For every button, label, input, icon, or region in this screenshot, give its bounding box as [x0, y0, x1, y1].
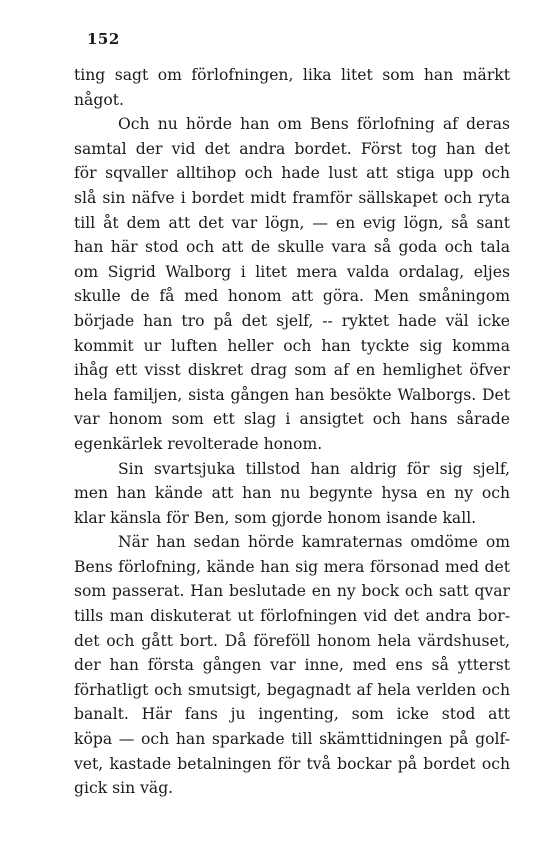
text-line: slå sin näfve i bordet midt framför sällskapet och ryta [74, 188, 510, 207]
text-line: förhatligt och smutsigt, begagnadt af hela verlden och [74, 680, 510, 699]
text-line: var honom som ett slag i ansigtet och hans sårade [74, 410, 510, 429]
text-line: ting sagt om förlofningen, lika litet som han märkt [74, 66, 510, 84]
text-line: det och gått bort. Då föreföll honom hela värdshuset, [74, 631, 510, 650]
text-line: När han sedan hörde kamraternas omdöme om [118, 533, 510, 552]
text-line: Bens förlofning, kände han sig mera försonad med det [74, 557, 510, 576]
text-line: gick sin väg. [74, 779, 174, 798]
text-line: der han första gången var inne, med ens så ytterst [74, 656, 510, 675]
text-line: samtal der vid det andra bordet. Först tog han det [74, 139, 510, 158]
text-line: började han tro på det sjelf, -- ryktet hade väl icke [74, 311, 510, 330]
text-line: Sin svartsjuka tillstod han aldrig för sig sjelf, [118, 459, 510, 478]
text-line: egenkärlek revolterade honom. [74, 434, 323, 453]
text-line: Och nu hörde han om Bens förlofning af deras [118, 115, 510, 134]
text-line: ihåg ett visst diskret drag som af en hemlighet öfver [74, 361, 510, 380]
text-line: men han kände att han nu begynte hysa en ny och [74, 484, 510, 503]
text-line: om Sigrid Walborg i litet mera valda ordalag, eljes [74, 262, 510, 281]
text-line: banalt. Här fans ju ingenting, som icke stod att [74, 705, 510, 724]
text-line: han här stod och att de skulle vara så goda och tala [74, 238, 510, 257]
text-line: som passerat. Han beslutade en ny bock och satt qvar [74, 582, 510, 601]
text-line: vet, kastade betalningen för två bockar på bordet och [74, 754, 510, 773]
body-text [74, 63, 510, 801]
text-line: klar känsla för Ben, som gjorde honom isande kall. [74, 508, 477, 527]
page-number: 152 [87, 30, 120, 48]
text-line: för sqvaller alltihop och hade lust att stiga upp och [74, 164, 510, 183]
text-line: kommit ur luften heller och han tyckte sig komma [74, 336, 510, 355]
text-line: hela familjen, sista gången han besökte Walborgs. Det [74, 385, 510, 404]
text-line: köpa — och han sparkade till skämttidningen på golf- [74, 730, 510, 749]
text-line: tills man diskuterat ut förlofningen vid det andra bor- [74, 607, 510, 626]
text-line: skulle de få med honom att göra. Men småningom [74, 287, 510, 306]
text-line: något. [74, 90, 124, 109]
text-line: till åt dem att det var lögn, — en evig lögn, så sant [74, 213, 510, 232]
